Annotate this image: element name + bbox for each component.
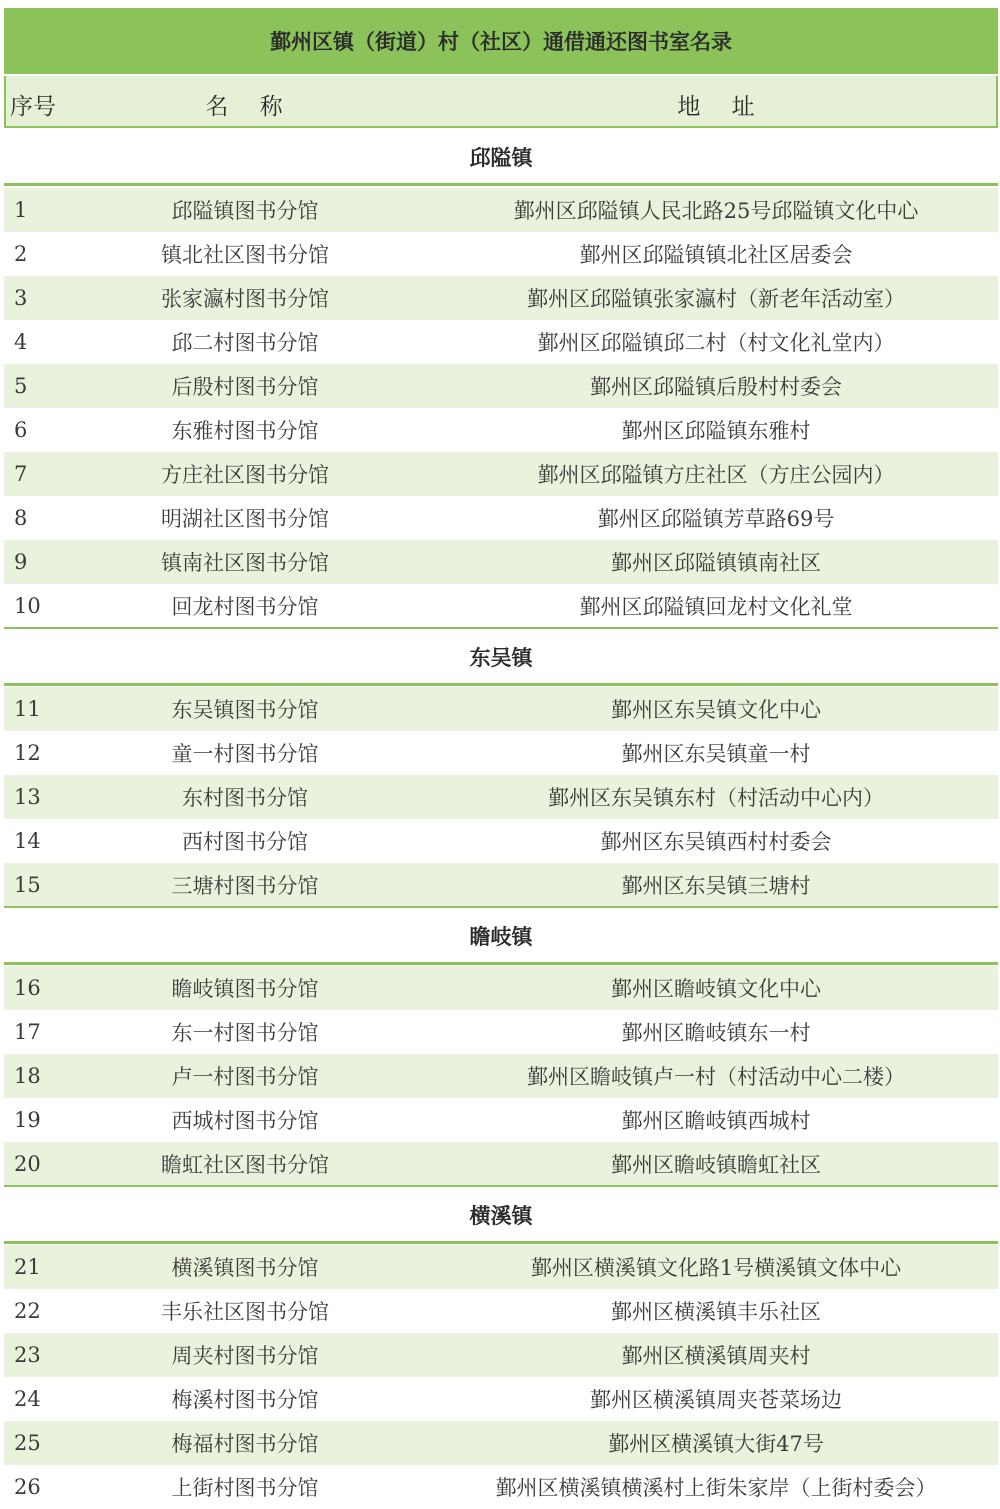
- table-row: [4, 540, 998, 584]
- row-address: 鄞州区邱隘镇邱二村（村文化礼堂内）: [537, 331, 895, 355]
- row-name: 瞻岐镇图书分馆: [171, 977, 319, 1001]
- row-address: 鄞州区东吴镇东村（村活动中心内）: [548, 786, 884, 810]
- section-divider: [4, 906, 998, 908]
- row-number: 13: [14, 785, 41, 809]
- row-number: 3: [14, 286, 28, 310]
- row-address: 鄞州区横溪镇文化路1号横溪镇文体中心: [530, 1256, 902, 1280]
- row-name: 丰乐社区图书分馆: [161, 1300, 329, 1324]
- row-number: 20: [14, 1152, 41, 1176]
- section-divider: [4, 627, 998, 629]
- row-name: 周夹村图书分馆: [171, 1344, 319, 1368]
- row-address: 鄞州区横溪镇大街47号: [608, 1432, 824, 1456]
- row-name: 镇北社区图书分馆: [161, 243, 329, 267]
- row-number: 7: [14, 462, 28, 486]
- row-number: 14: [14, 829, 41, 853]
- row-number: 24: [14, 1387, 41, 1411]
- row-number: 19: [14, 1108, 41, 1132]
- table-row: [4, 276, 998, 320]
- row-address: 鄞州区邱隘镇张家瀛村（新老年活动室）: [527, 287, 905, 311]
- row-name: 梅溪村图书分馆: [171, 1388, 319, 1412]
- row-number: 15: [14, 873, 41, 897]
- section-header: 横溪镇: [4, 1190, 998, 1240]
- row-number: 10: [14, 594, 41, 618]
- row-number: 17: [14, 1020, 41, 1044]
- table-row: [4, 408, 998, 452]
- section-divider: [4, 183, 998, 186]
- section-divider: [4, 683, 998, 686]
- row-number: 12: [14, 741, 41, 765]
- row-address: 鄞州区瞻岐镇西城村: [621, 1109, 811, 1133]
- table-row: [4, 819, 998, 863]
- header-address: 地 址: [677, 94, 767, 120]
- row-name: 后殷村图书分馆: [171, 375, 319, 399]
- row-address: 鄞州区邱隘镇芳草路69号: [597, 507, 835, 531]
- section-divider: [4, 1241, 998, 1244]
- table-row: [4, 863, 998, 907]
- table-row: [4, 731, 998, 775]
- row-name: 明湖社区图书分馆: [161, 507, 329, 531]
- row-name: 回龙村图书分馆: [171, 595, 319, 619]
- row-name: 镇南社区图书分馆: [161, 551, 329, 575]
- table-row: [4, 1289, 998, 1333]
- row-number: 22: [14, 1299, 41, 1323]
- row-address: 鄞州区瞻岐镇瞻虹社区: [611, 1153, 821, 1177]
- row-address: 鄞州区邱隘镇后殷村村委会: [590, 375, 842, 399]
- table-row: [4, 452, 998, 496]
- row-address: 鄞州区横溪镇横溪村上街朱家岸（上街村委会）: [495, 1476, 937, 1500]
- section-divider: [4, 1185, 998, 1187]
- section-header: 邱隘镇: [4, 132, 998, 182]
- row-address: 鄞州区邱隘镇回龙村文化礼堂: [579, 595, 853, 619]
- table-title: 鄞州区镇（街道）村（社区）通借通还图书室名录: [4, 8, 998, 74]
- row-number: 9: [14, 550, 28, 574]
- row-address: 鄞州区邱隘镇镇南社区: [611, 551, 821, 575]
- row-address: 鄞州区瞻岐镇东一村: [621, 1021, 811, 1045]
- row-name: 东雅村图书分馆: [171, 419, 319, 443]
- table-row: [4, 1377, 998, 1421]
- row-address: 鄞州区瞻岐镇卢一村（村活动中心二楼）: [527, 1065, 905, 1089]
- table-row: [4, 496, 998, 540]
- table-row: [4, 1421, 998, 1465]
- row-address: 鄞州区邱隘镇东雅村: [621, 419, 811, 443]
- table-row: [4, 966, 998, 1010]
- row-number: 6: [14, 418, 28, 442]
- table-row: [4, 584, 998, 628]
- row-address: 鄞州区瞻岐镇文化中心: [611, 977, 821, 1001]
- row-address: 鄞州区横溪镇丰乐社区: [611, 1300, 821, 1324]
- row-number: 23: [14, 1343, 41, 1367]
- row-name: 三塘村图书分馆: [171, 874, 319, 898]
- row-number: 11: [14, 697, 41, 721]
- column-header-row: [4, 76, 998, 128]
- table-row: [4, 1142, 998, 1186]
- row-name: 卢一村图书分馆: [171, 1065, 319, 1089]
- section-header: 瞻岐镇: [4, 911, 998, 961]
- header-name: 名 称: [205, 94, 295, 120]
- row-number: 21: [14, 1255, 41, 1279]
- row-name: 方庄社区图书分馆: [161, 463, 329, 487]
- row-address: 鄞州区东吴镇西村村委会: [600, 830, 832, 854]
- row-address: 鄞州区邱隘镇人民北路25号邱隘镇文化中心: [513, 199, 919, 223]
- table-row: [4, 364, 998, 408]
- row-address: 鄞州区东吴镇童一村: [621, 742, 811, 766]
- row-address: 鄞州区邱隘镇方庄社区（方庄公园内）: [537, 463, 895, 487]
- table-row: [4, 320, 998, 364]
- section-header: 东吴镇: [4, 632, 998, 682]
- row-address: 鄞州区东吴镇文化中心: [611, 698, 821, 722]
- row-name: 东一村图书分馆: [171, 1021, 319, 1045]
- table-row: [4, 232, 998, 276]
- row-number: 4: [14, 330, 28, 354]
- table-row: [4, 1054, 998, 1098]
- row-number: 18: [14, 1064, 41, 1088]
- row-name: 西城村图书分馆: [171, 1109, 319, 1133]
- table-row: [4, 188, 998, 232]
- row-number: 5: [14, 374, 28, 398]
- row-name: 瞻虹社区图书分馆: [161, 1153, 329, 1177]
- row-number: 2: [14, 242, 28, 266]
- row-name: 童一村图书分馆: [171, 742, 319, 766]
- row-name: 东吴镇图书分馆: [171, 698, 319, 722]
- row-name: 上街村图书分馆: [171, 1476, 319, 1500]
- row-number: 8: [14, 506, 28, 530]
- table-row: [4, 1333, 998, 1377]
- row-name: 邱二村图书分馆: [171, 331, 319, 355]
- row-number: 25: [14, 1431, 41, 1455]
- row-address: 鄞州区邱隘镇镇北社区居委会: [579, 243, 853, 267]
- row-address: 鄞州区东吴镇三塘村: [621, 874, 811, 898]
- row-name: 梅福村图书分馆: [171, 1432, 319, 1456]
- row-name: 东村图书分馆: [182, 786, 308, 810]
- table-row: [4, 1010, 998, 1054]
- row-number: 26: [14, 1475, 41, 1499]
- row-number: 16: [14, 976, 41, 1000]
- row-number: 1: [14, 198, 28, 222]
- table-row: [4, 1098, 998, 1142]
- table-row: [4, 775, 998, 819]
- section-divider: [4, 962, 998, 965]
- row-name: 西村图书分馆: [182, 830, 308, 854]
- row-address: 鄞州区横溪镇周夹苍菜场边: [590, 1388, 842, 1412]
- table-row: [4, 1245, 998, 1289]
- row-name: 横溪镇图书分馆: [171, 1256, 319, 1280]
- table-row: [4, 1465, 998, 1509]
- row-name: 张家瀛村图书分馆: [161, 287, 329, 311]
- row-address: 鄞州区横溪镇周夹村: [621, 1344, 811, 1368]
- table-row: [4, 687, 998, 731]
- row-name: 邱隘镇图书分馆: [171, 199, 319, 223]
- header-number: 序号: [10, 94, 56, 120]
